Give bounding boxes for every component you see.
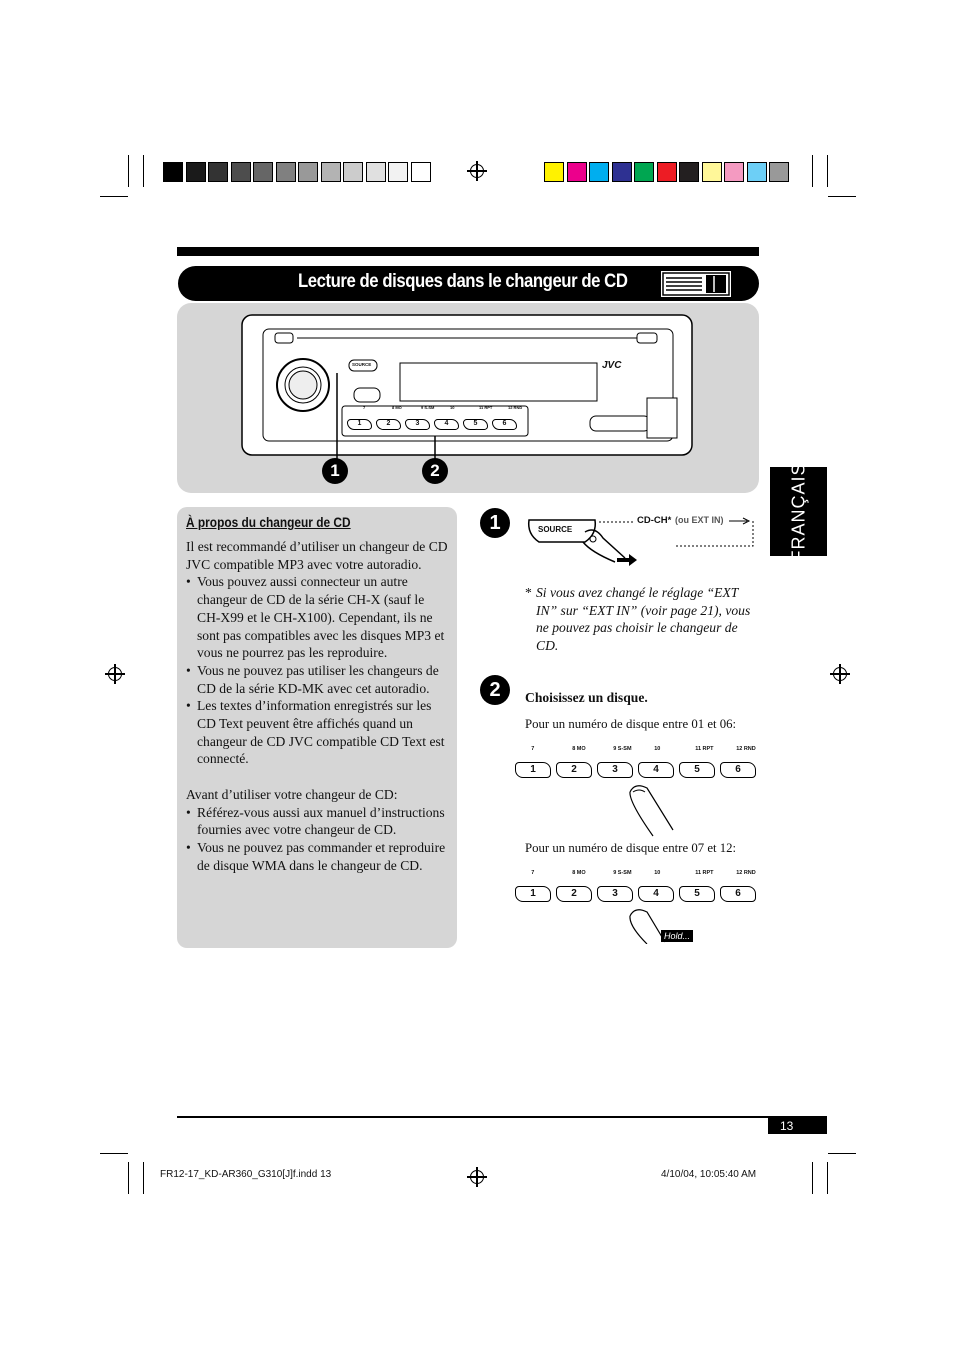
crop-mark [827,155,828,187]
color-swatch [411,162,431,182]
preset-button-3[interactable]: 3 [597,762,633,778]
source-button-label: SOURCE [538,525,573,534]
color-swatch [747,162,767,182]
about-heading: À propos du changeur de CD [186,514,351,530]
callout-2: 2 [422,458,448,484]
preset-button-2[interactable]: 2 [556,762,592,778]
about-body [186,538,450,874]
color-swatch [321,162,341,182]
color-swatch [163,162,183,182]
preset-label: 9 S-SM [613,870,632,876]
color-swatch [634,162,654,182]
color-swatch [298,162,318,182]
device-brand-logo: JVC [602,360,622,371]
color-swatch [186,162,206,182]
preset-label: 11 RPT [695,746,714,752]
preset-button-5[interactable]: 5 [679,886,715,902]
registration-mark-icon [833,667,847,681]
step-1-note [525,584,755,655]
language-label: FRANÇAIS [788,461,808,562]
registration-mark-icon [470,1170,484,1184]
device-preset-button-6: 6 [492,419,517,430]
device-source-button-label: SOURCE [352,362,372,367]
car-radio-illustration [177,303,759,493]
color-swatch [769,162,789,182]
cd-ch-label: CD-CH* [637,515,672,526]
preset-label: 10 [654,870,661,876]
color-swatch [544,162,564,182]
device-preset-label: 9 S-SM [421,405,435,410]
device-preset-button-2: 2 [376,419,401,430]
language-tab [770,461,827,562]
callout-1: 1 [322,458,348,484]
crop-mark [828,196,856,197]
preset-button-4[interactable]: 4 [638,762,674,778]
color-swatch [702,162,722,182]
preset-label: 12 RND [736,870,756,876]
about-bullet: • Vous pouvez aussi connecteur un autre changeur de CD de la série CH-X (sauf le CH-X99 et le CH-X100). Cependant, ils ne sont pas compatibles avec les disques MP3 et vous ne pourrez pas les reproduire. [186,573,450,662]
page-number: 13 [768,1118,827,1134]
footer-file: FR12-17_KD-AR360_G310[J]f.indd 13 [160,1169,332,1180]
color-swatch [208,162,228,182]
crop-mark [827,1162,828,1194]
device-preset-button-4: 4 [434,419,459,430]
color-swatch [679,162,699,182]
color-swatch [343,162,363,182]
preset-label: 9 S-SM [613,746,632,752]
preset-button-6[interactable]: 6 [720,762,756,778]
crop-mark [143,155,144,187]
before-use-intro: Avant d’utiliser votre changeur de CD: [186,786,398,802]
preset-label: 8 MO [572,746,586,752]
color-swatch [388,162,408,182]
color-swatch [231,162,251,182]
preset-label: 12 RND [736,746,756,752]
device-preset-label: 10 [450,405,455,410]
color-swatch [366,162,386,182]
crop-mark [143,1162,144,1194]
color-swatch [253,162,273,182]
range-2-label: Pour un numéro de disque entre 07 et 12: [525,841,737,855]
device-preset-label: 7 [363,405,366,410]
color-swatch [612,162,632,182]
step-1-diagram [525,512,760,572]
step-1-number: 1 [480,508,510,538]
device-preset-button-5: 5 [463,419,488,430]
about-panel [177,507,457,948]
footer-rule [177,1116,827,1118]
device-illustration-panel [177,303,759,493]
color-swatch [589,162,609,182]
crop-mark [828,1153,856,1154]
range-1-label: Pour un numéro de disque entre 01 et 06: [525,717,737,731]
preset-button-3[interactable]: 3 [597,886,633,902]
note-asterisk: * [525,585,532,600]
about-intro: Il est recommandé d’utiliser un changeur de CD JVC compatible MP3 avec votre autoradio. [186,539,448,572]
preset-label: 11 RPT [695,870,714,876]
device-preset-label: 12 RND [508,405,523,410]
hold-badge: Hold... [661,930,693,942]
finger-icon [625,780,685,840]
header-rule [177,247,759,256]
color-swatch [567,162,587,182]
note-text: Si vous avez changé le réglage “EXT IN” sur “EXT IN” (voir page 21), vous ne pouvez pas choisir le changeur de CD. [536,585,751,654]
color-swatch [724,162,744,182]
title-bar [178,266,759,301]
color-swatch [276,162,296,182]
registration-mark-icon [108,667,122,681]
preset-button-1[interactable]: 1 [515,886,551,902]
preset-button-5[interactable]: 5 [679,762,715,778]
preset-button-4[interactable]: 4 [638,886,674,902]
registration-mark-icon [470,164,484,178]
preset-button-1[interactable]: 1 [515,762,551,778]
preset-button-6[interactable]: 6 [720,886,756,902]
device-preset-button-3: 3 [405,419,430,430]
crop-mark [128,1162,129,1194]
step-2-number: 2 [480,675,510,705]
preset-label: 10 [654,746,661,752]
cd-changer-icon [661,271,731,297]
color-swatch [657,162,677,182]
crop-mark [100,1153,128,1154]
crop-mark [100,196,128,197]
step-2-heading: Choisissez un disque. [525,690,648,705]
crop-mark [812,1162,813,1194]
preset-label: 7 [531,746,535,752]
crop-mark [128,155,129,187]
preset-label: 8 MO [572,870,586,876]
crop-mark [812,155,813,187]
before-use-bullet: • Référez-vous aussi aux manuel d’instructions fournies avec votre changeur de CD. [186,804,450,839]
page-title: Lecture de disques dans le changeur de CD [298,271,628,292]
device-preset-label: 8 MO [392,405,402,410]
about-bullet: • Les textes d’information enregistrés sur les CD Text peuvent être affichés quand un changeur de CD JVC compatible CD Text est connecté. [186,697,450,768]
device-preset-label: 11 RPT [479,405,493,410]
footer-date: 4/10/04, 10:05:40 AM [661,1169,757,1180]
device-preset-button-1: 1 [347,419,372,430]
about-bullet: • Vous ne pouvez pas utiliser les changeurs de CD de la série KD-MK avec cet autoradio. [186,662,450,697]
preset-button-2[interactable]: 2 [556,886,592,902]
before-use-bullet: • Vous ne pouvez pas commander et reproduire de disque WMA dans le changeur de CD. [186,839,450,874]
ext-in-label: (ou EXT IN) [675,515,724,525]
preset-label: 7 [531,870,535,876]
